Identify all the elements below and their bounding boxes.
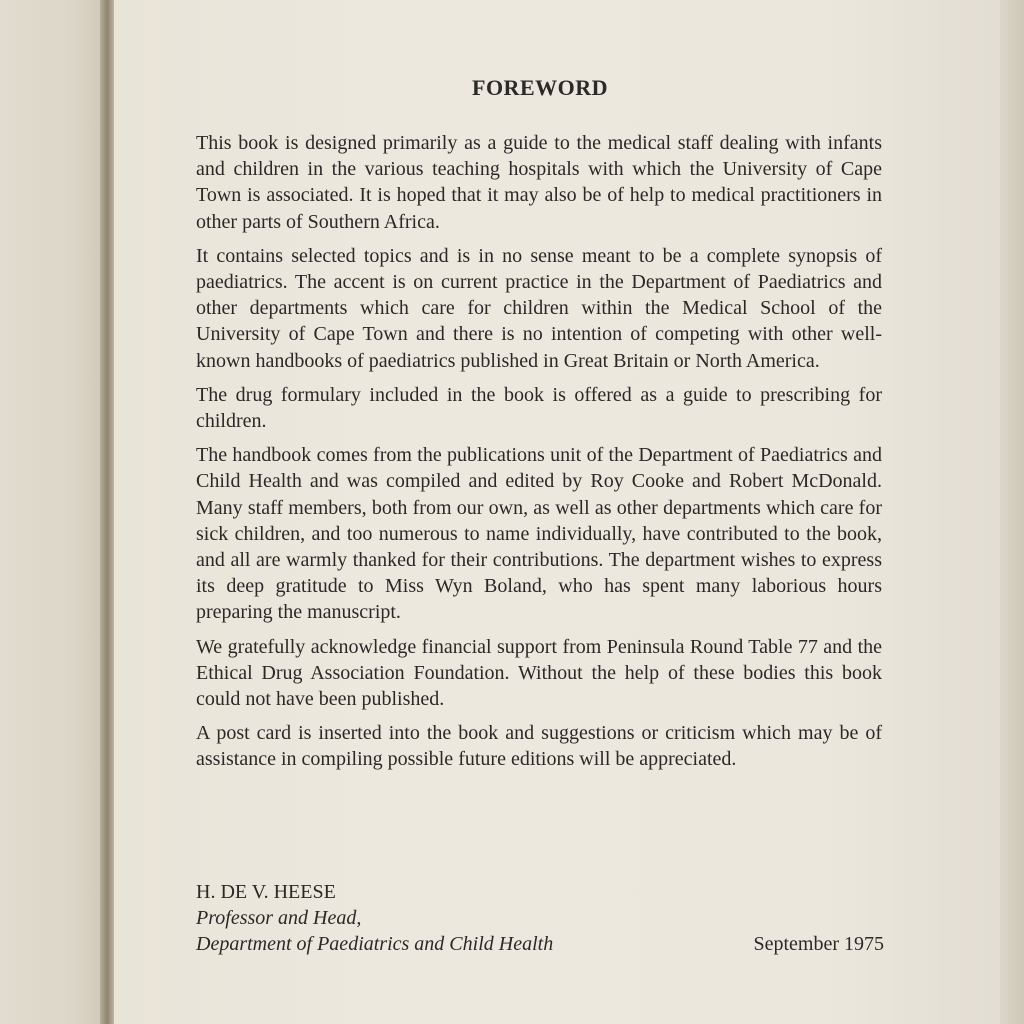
signatory-title: Professor and Head, bbox=[196, 907, 362, 929]
foreword-body bbox=[196, 130, 882, 781]
paragraph-scope: It contains selected topics and is in no sense meant to be a complete synopsis of paediatrics. The accent is on current practice in the Department of Paediatrics and other departments which care for children within the Medical School of the University of Cape Town and there is no intention of competing with other well-known handbooks of paediatrics published in Great Britain or North America. bbox=[196, 244, 882, 372]
left-page bbox=[0, 0, 106, 1024]
signatory-department: Department of Paediatrics and Child Health bbox=[196, 933, 554, 955]
paragraph-post-card: A post card is inserted into the book and suggestions or criticism which may be of assistance in compiling possible future editions will be appreciated. bbox=[196, 722, 882, 771]
signature-footer-row bbox=[196, 931, 884, 957]
paragraph-formulary: The drug formulary included in the book is offered as a guide to prescribing for children. bbox=[196, 383, 882, 433]
paragraph-acknowledgement-staff: The handbook comes from the publications unit of the Department of Paediatrics and Child Health and was compiled and edited by Roy Cooke and Robert McDonald. Many staff members, both from our own, as well as other departments which care for sick children, and too numerous to name individually, have contributed to the book, and all are warmly thanked for their contributions. The department wishes to express its deep gratitude to Miss Wyn Boland, who has spent many laborious hours preparing the manuscript. bbox=[196, 444, 882, 624]
page-edge bbox=[1000, 0, 1024, 1024]
paragraph-acknowledgement-funding: We gratefully acknowledge financial support from Peninsula Round Table 77 and the Ethical Drug Association Foundation. Without the help of these bodies this book could not have been published. bbox=[196, 635, 882, 711]
signature-block bbox=[196, 879, 884, 957]
foreword-date: September 1975 bbox=[753, 933, 884, 955]
paragraph-purpose: This book is designed primarily as a guide to the medical staff dealing with infants and children in the various teaching hospitals with which the University of Cape Town is associated. It is hoped that it may also be of help to medical practitioners in other parts of Southern Africa. bbox=[196, 132, 882, 233]
signatory-name: H. DE V. HEESE bbox=[196, 881, 336, 903]
page-title: FOREWORD bbox=[472, 75, 608, 100]
